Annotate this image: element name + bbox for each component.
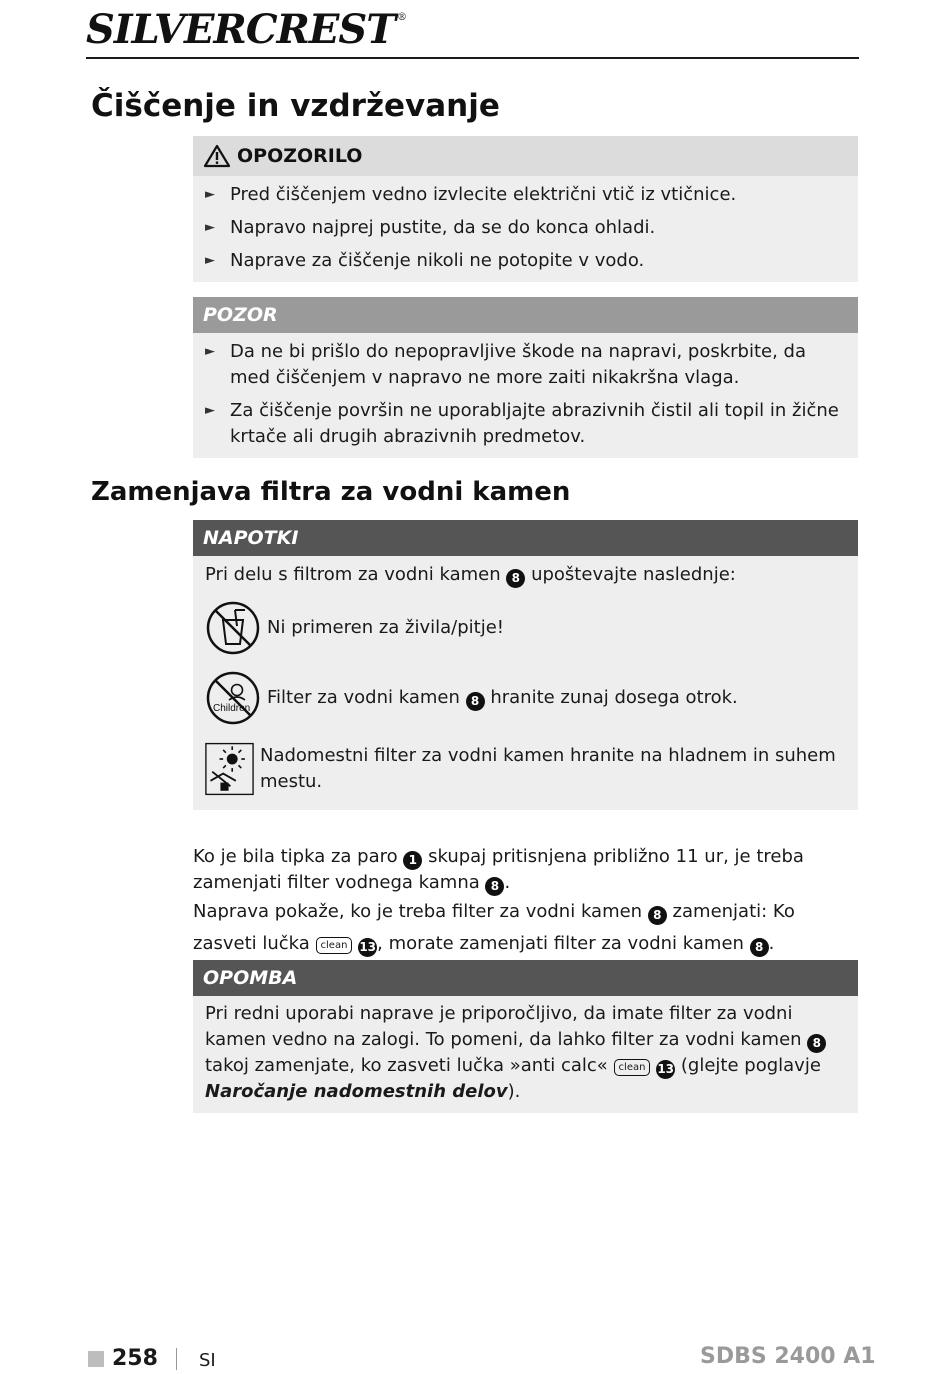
logo-crest: CREST	[245, 6, 395, 53]
note-label: OPOMBA	[203, 967, 298, 989]
part-number-badge: 13	[656, 1060, 675, 1079]
caution-box	[193, 297, 858, 458]
warning-box	[193, 136, 858, 282]
triangle-bullet-icon: ►	[205, 253, 215, 268]
triangle-bullet-icon: ►	[205, 220, 215, 235]
triangle-bullet-icon: ►	[205, 344, 215, 359]
part-number-badge: 8	[466, 692, 485, 711]
list-item: ► Napravo najprej pustite, da se do konca ohladi.	[205, 215, 844, 241]
symbol-children-text: Filter za vodni kamen 8 hranite zunaj dosega otrok.	[267, 685, 738, 711]
symbol-row-children	[205, 670, 844, 726]
notes-header	[193, 520, 858, 556]
clean-indicator-icon: clean	[614, 1059, 651, 1076]
warning-body	[193, 176, 858, 282]
not-for-food-icon	[205, 600, 261, 656]
part-number-badge: 1	[403, 851, 422, 870]
part-number-badge: 8	[648, 906, 667, 925]
list-item: ► Pred čiščenjem vedno izvlecite električni vtič iz vtičnice.	[205, 182, 844, 208]
notes-label: NAPOTKI	[203, 527, 299, 549]
keep-away-from-children-icon	[205, 670, 261, 726]
list-item: ► Da ne bi prišlo do nepopravljive škode na napravi, poskrbite, da med čiščenjem v napravo ne more zaiti nikakršna vlaga.	[205, 341, 806, 388]
warning-triangle-icon	[203, 144, 231, 168]
caution-header	[193, 297, 858, 333]
paragraph-1: Ko je bila tipka za paro 1 skupaj pritisnjena približno 11 ur, je treba zamenjati filter vodnega kamna 8 .	[193, 844, 863, 896]
notes-box	[193, 520, 858, 810]
header-rule	[86, 57, 859, 59]
section-title-filter-replacement: Zamenjava filtra za vodni kamen	[91, 477, 571, 507]
symbol-row-storage	[205, 740, 844, 798]
note-header	[193, 960, 858, 996]
brand-logo	[86, 6, 406, 53]
part-number-badge: 8	[506, 569, 525, 588]
filter-replacement-paragraph	[193, 844, 863, 960]
logo-registered-mark: ®	[396, 12, 406, 23]
chapter-reference: Naročanje nadomestnih delov	[205, 1081, 508, 1102]
symbol-row-food	[205, 600, 844, 656]
list-item: ► Naprave za čiščenje nikoli ne potopite v vodo.	[205, 248, 844, 274]
symbol-food-text: Ni primeren za živila/pitje!	[267, 617, 505, 638]
language-code: SI	[199, 1350, 216, 1371]
paragraph-2: Naprava pokaže, ko je treba filter za vodni kamen 8 zamenjati: Ko zasveti lučka clean 13, morate zamenjati filter za vodni kamen 8 .	[193, 896, 863, 960]
caution-body	[193, 333, 858, 458]
store-cool-dry-icon	[205, 740, 254, 798]
model-number: SDBS 2400 A1	[700, 1344, 876, 1369]
triangle-bullet-icon: ►	[205, 187, 215, 202]
caution-label: POZOR	[203, 304, 278, 326]
triangle-bullet-icon: ►	[205, 403, 215, 418]
page-marker-square	[88, 1351, 104, 1367]
list-item: ► Za čiščenje površin ne uporabljajte abrazivnih čistil ali topil in žične krtače ali drugih abrazivnih predmetov.	[205, 400, 839, 447]
page-number: 258	[88, 1346, 158, 1371]
part-number-badge: 8	[750, 938, 769, 957]
notes-intro: Pri delu s filtrom za vodni kamen 8 upoštevajte naslednje:	[205, 562, 844, 588]
note-body: Pri redni uporabi naprave je priporočljivo, da imate filter za vodni kamen vedno na zalogi. To pomeni, da lahko filter za vodni kamen 8 takoj zamenjate, ko zasveti lučka »anti calc« clean 13 (glejte poglavje Naročanje nadomestnih delov).	[193, 996, 858, 1113]
symbol-storage-text: Nadomestni filter za vodni kamen hranite na hladnem in suhem mestu.	[259, 745, 836, 792]
note-box	[193, 960, 858, 1113]
warning-header	[193, 136, 858, 176]
logo-silver: SILVER	[86, 6, 246, 53]
footer-divider	[176, 1348, 177, 1370]
part-number-badge: 8	[485, 877, 504, 896]
clean-indicator-icon: clean	[316, 937, 353, 954]
part-number-badge: 13	[358, 938, 377, 957]
children-icon-label: Children	[213, 703, 251, 714]
section-title-cleaning: Čiščenje in vzdrževanje	[91, 88, 500, 124]
part-number-badge: 8	[807, 1034, 826, 1053]
warning-label: OPOZORILO	[237, 145, 363, 167]
notes-body	[193, 556, 858, 810]
